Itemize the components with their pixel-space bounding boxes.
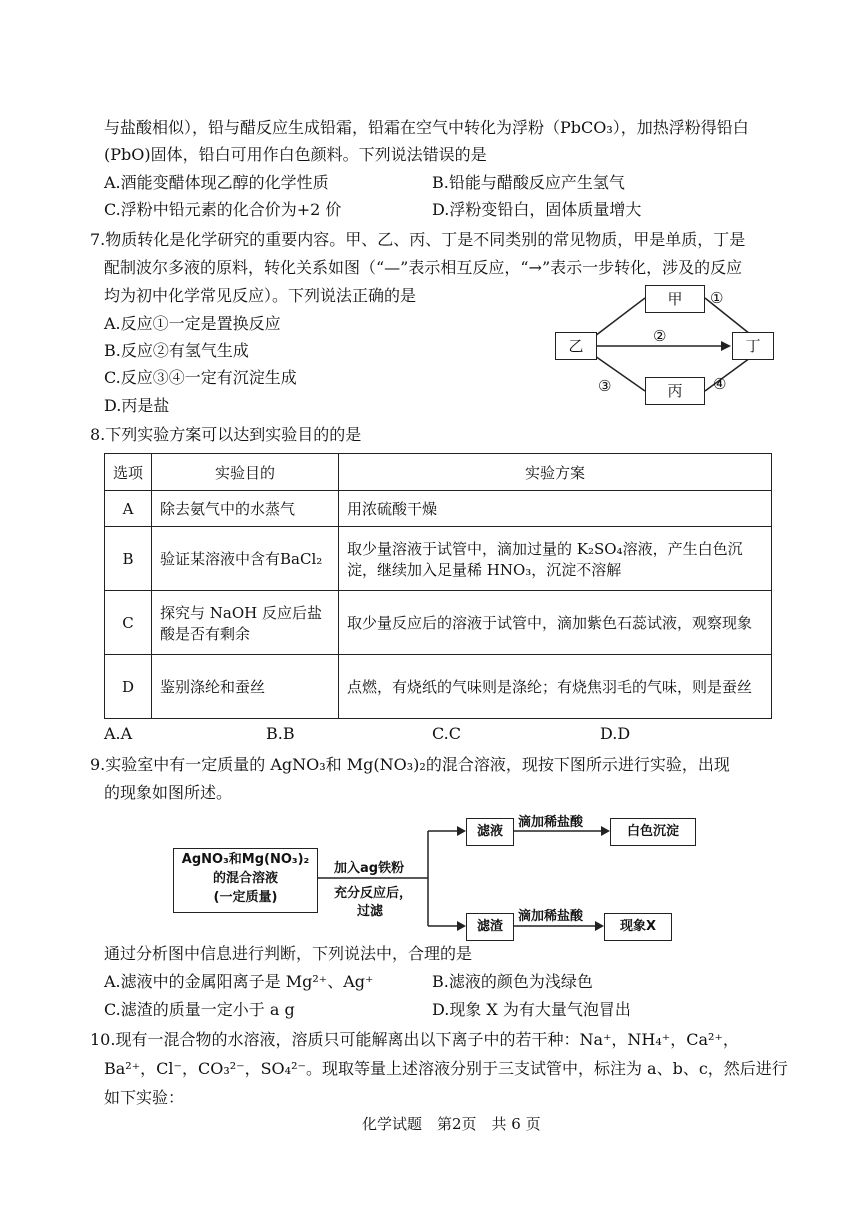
q8-choice-d: D.D — [600, 724, 631, 743]
q6-option-a: A.酒能变醋体现乙醇的化学性质 — [104, 173, 329, 192]
q8-choice-b: B.B — [266, 724, 295, 743]
table-header-row — [105, 454, 772, 491]
q9-step-add-iron: 加入ag铁粉 — [334, 861, 405, 876]
table-row — [105, 527, 772, 591]
q7-option-b: B.反应②有氢气生成 — [104, 341, 249, 360]
row-plan: 取少量反应后的溶液于试管中，滴加紫色石蕊试液，观察现象 — [339, 591, 772, 655]
q7-line2: 配制波尔多液的原料，转化关系如图（“—”表示相互反应，“→”表示一步转化，涉及的反应 — [104, 258, 743, 277]
table-row — [105, 491, 772, 527]
q6-option-d: D.浮粉变铅白，固体质量增大 — [432, 200, 642, 219]
q7-option-c: C.反应③④一定有沉淀生成 — [104, 368, 297, 387]
row-goal: 鉴别涤纶和蚕丝 — [152, 655, 339, 719]
q7-node-jia: 甲 — [645, 285, 705, 313]
header-goal: 实验目的 — [152, 454, 339, 491]
q10-line3: 如下实验： — [104, 1088, 185, 1107]
q7-line1: 7.物质转化是化学研究的重要内容。甲、乙、丙、丁是不同类别的常见物质，甲是单质，丁是 — [90, 230, 746, 249]
q7-option-a: A.反应①一定是置换反应 — [104, 314, 281, 333]
q6-line2: (PbO)固体，铅白可用作白色颜料。下列说法错误的是 — [104, 145, 487, 164]
table-row — [105, 655, 772, 719]
q9-white-precipitate-box: 白色沉淀 — [610, 818, 696, 846]
q9-start-line2: 的混合溶液 — [212, 871, 278, 886]
row-option: A — [105, 491, 152, 527]
q9-option-c: C.滤渣的质量一定小于 a g — [104, 1000, 295, 1019]
q9-line1: 9.实验室中有一定质量的 AgNO₃和 Mg(NO₃)₂的混合溶液，现按下图所示进行实验，出现 — [90, 755, 730, 774]
q9-start-line1: AgNO₃和Mg(NO₃)₂ — [181, 852, 310, 867]
header-plan: 实验方案 — [339, 454, 772, 491]
row-option: D — [105, 655, 152, 719]
q9-step-react: 充分反应后， — [334, 886, 413, 901]
q9-add-hcl-2: 滴加稀盐酸 — [518, 909, 584, 924]
q9-option-b: B.滤液的颜色为浅绿色 — [432, 972, 593, 991]
q9-phenomenon-x-box: 现象X — [604, 913, 672, 941]
q9-line3: 通过分析图中信息进行判断，下列说法中，合理的是 — [104, 944, 473, 963]
q6-line1: 与盐酸相似），铅与醋反应生成铅霜，铅霜在空气中转化为浮粉（PbCO₃），加热浮粉得铅白 — [104, 118, 749, 137]
q9-add-hcl-1: 滴加稀盐酸 — [518, 815, 584, 830]
row-goal: 探究与 NaOH 反应后盐酸是否有剩余 — [152, 591, 339, 655]
row-goal: 除去氨气中的水蒸气 — [152, 491, 339, 527]
q10-line1: 10.现有一混合物的水溶液，溶质只可能解离出以下离子中的若干种：Na⁺，NH₄⁺，Ca²⁺， — [90, 1030, 739, 1049]
q9-start-line3: (一定质量) — [213, 890, 278, 905]
q9-step-filter: 过滤 — [357, 904, 384, 919]
table-row — [105, 591, 772, 655]
q6-option-c: C.浮粉中铅元素的化合价为+2 价 — [104, 200, 342, 219]
q7-reaction-4: ④ — [713, 375, 727, 393]
q7-reaction-1: ① — [710, 289, 724, 307]
q7-node-ding: 丁 — [732, 332, 774, 360]
q9-option-d: D.现象 X 为有大量气泡冒出 — [432, 1000, 631, 1019]
row-plan: 取少量溶液于试管中，滴加过量的 K₂SO₄溶液，产生白色沉淀，继续加入足量稀 HNO₃，沉淀不溶解 — [339, 527, 772, 591]
row-option: B — [105, 527, 152, 591]
q8-choice-c: C.C — [432, 724, 461, 743]
row-goal: 验证某溶液中含有BaCl₂ — [152, 527, 339, 591]
q10-line2: Ba²⁺，Cl⁻，CO₃²⁻，SO₄²⁻。现取等量上述溶液分别于三支试管中，标注为 a、b、c，然后进行 — [104, 1059, 788, 1078]
q9-option-a: A.滤液中的金属阳离子是 Mg²⁺、Ag⁺ — [104, 972, 374, 991]
q8-experiment-table — [104, 453, 772, 719]
q7-node-bing: 丙 — [645, 377, 705, 405]
q8-stem: 8.下列实验方案可以达到实验目的的是 — [90, 425, 362, 444]
q9-line2: 的现象如图所述。 — [104, 783, 233, 802]
q7-reaction-2: ② — [653, 327, 667, 345]
q9-residue-box: 滤渣 — [466, 913, 514, 941]
q7-reaction-3: ③ — [598, 377, 612, 395]
row-option: C — [105, 591, 152, 655]
header-option: 选项 — [105, 454, 152, 491]
q6-option-b: B.铅能与醋酸反应产生氢气 — [432, 173, 625, 192]
q9-filtrate-box: 滤液 — [466, 818, 514, 846]
row-plan: 点燃，有烧纸的气味则是涤纶；有烧焦羽毛的气味，则是蚕丝 — [339, 655, 772, 719]
q8-choice-a: A.A — [104, 724, 133, 743]
q7-option-d: D.丙是盐 — [104, 396, 170, 415]
q7-node-yi: 乙 — [555, 332, 597, 360]
page-footer: 化学试题 第2页 共 6 页 — [362, 1115, 541, 1133]
q9-start-box — [173, 848, 318, 913]
q7-line3: 均为初中化学常见反应）。下列说法正确的是 — [104, 286, 417, 305]
row-plan: 用浓硫酸干燥 — [339, 491, 772, 527]
